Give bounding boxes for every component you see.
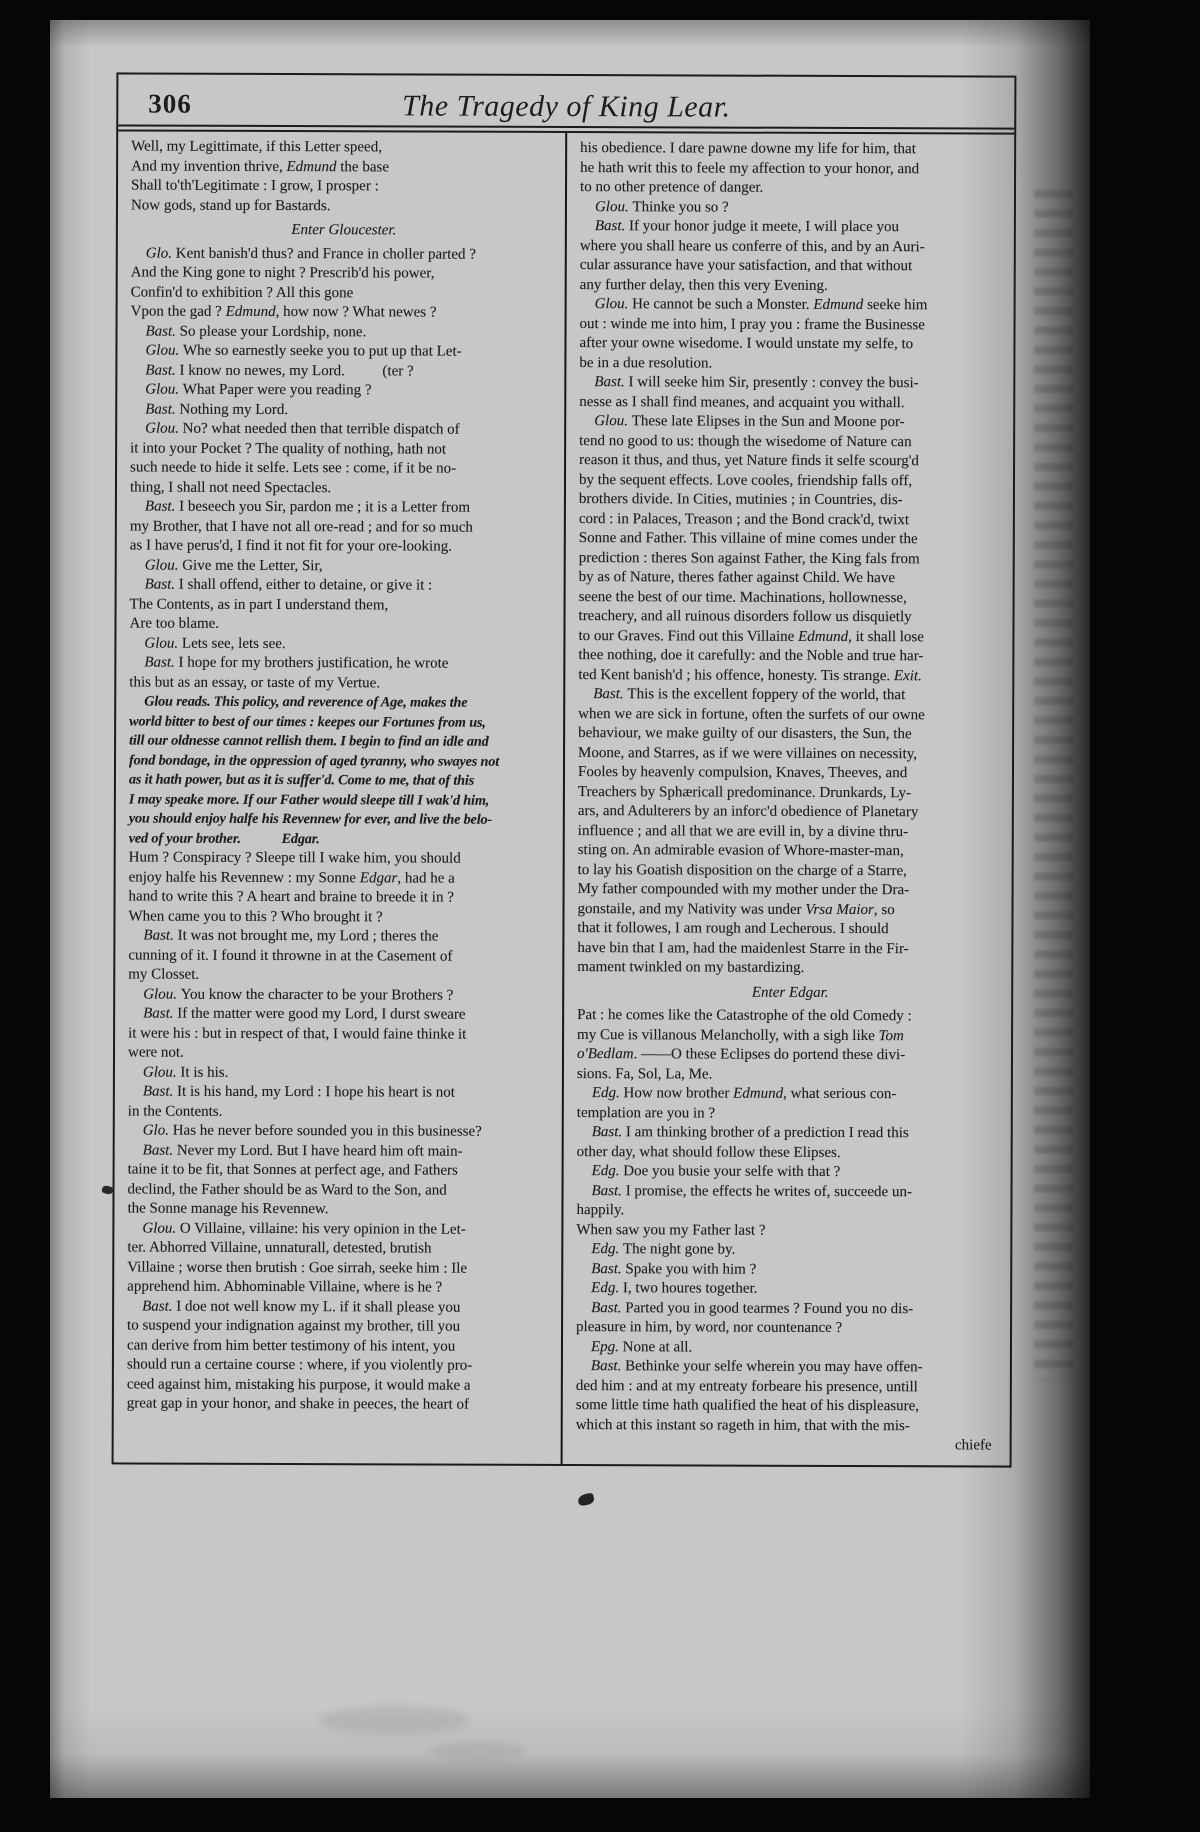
text-line: ded him : and at my entreaty forbeare his presence, untill — [575, 1377, 918, 1395]
text-line: to no other pretence of danger. — [580, 179, 764, 196]
speaker-prefix: Bast. — [144, 498, 176, 515]
text-line: ceed against him, mistaking his purpose, it would make a — [126, 1375, 471, 1394]
text-line: sions. Fa, Sol, La, Me. — [576, 1065, 713, 1083]
text-line: Bast. This is the excellent foppery of the world, that — [593, 686, 906, 704]
speaker-prefix: Bast. — [143, 927, 174, 944]
speaker-prefix: Glou. — [142, 1220, 177, 1237]
text-line: Bast. I promise, the effects he writes of, succeede un- — [591, 1182, 913, 1200]
text-line: treachery, and all ruinous disorders follow us disquietly — [578, 608, 912, 626]
book-page-scan — [50, 20, 1090, 1798]
speaker-prefix: Glou. — [145, 420, 179, 437]
text-line: o'Bedlam. ——O these Eclipses do portend these divi- — [576, 1046, 906, 1064]
page-number: 306 — [148, 88, 192, 119]
text-line: Bast. Never my Lord. But I have heard him oft main- — [142, 1142, 463, 1160]
right-column — [563, 133, 1015, 1466]
text-line: fond bondage, in the oppression of aged tyranny, who swayes not — [129, 751, 500, 770]
speaker-prefix: Glou. — [143, 986, 177, 1003]
speaker-prefix: Glou. — [594, 296, 629, 313]
speaker-prefix: Glou reads. — [144, 693, 211, 710]
speech-block — [577, 1162, 1003, 1183]
speaker-prefix: Glou. — [594, 198, 629, 215]
speaker-prefix: Bast. — [142, 1298, 173, 1315]
text-line: brothers divide. In Cities, mutinies ; in Countries, dis- — [578, 491, 903, 509]
text-columns — [114, 131, 1015, 1465]
text-line: ars, and Adulterers by an inforc'd obedience of Planetary — [577, 803, 919, 821]
text-line: Bast. Spake you with him ? — [591, 1260, 757, 1278]
running-title: The Tragedy of King Lear. — [402, 89, 731, 124]
text-line: Glo. Has he never before sounded you in this businesse? — [142, 1122, 482, 1140]
text-line: thing, I shall not need Spectacles. — [129, 478, 332, 496]
text-line: to suspend your indignation against my brother, till you — [127, 1317, 461, 1335]
text-line: nesse as I shall find meanes, and acquaint you withall. — [579, 393, 905, 411]
text-line: Glou. Give me the Letter, Sir, — [144, 557, 323, 574]
text-line: in the Contents. — [127, 1102, 223, 1120]
text-line: be in a due resolution. — [579, 354, 713, 372]
text-line: to lay his Goatish disposition on the charge of a Starre, — [577, 861, 907, 879]
text-line: pleasure in him, by word, nor countenance ? — [576, 1319, 843, 1336]
text-line: that it followes, I am rough and Lecherous. I should — [577, 920, 889, 938]
speech-block — [131, 244, 557, 323]
text-line: chiefe — [954, 1437, 992, 1454]
text-line: sting on. An admirable evasion of Whore-master-man, — [577, 842, 904, 860]
speech-block — [128, 1121, 554, 1142]
speech-block — [129, 575, 555, 635]
text-line: Edg. How now brother Edmund, what serious con- — [591, 1085, 897, 1103]
text-line: cular assurance have your satisfaction, and that without — [579, 257, 913, 275]
text-line: Bast. Parted you in good tearmes ? Found you no dis- — [591, 1299, 914, 1317]
text-line: gonstaile, and my Nativity was under Vrsa Maior, so — [577, 900, 895, 918]
text-line: Bast. Nothing my Lord. — [145, 401, 289, 418]
speaker-prefix: Edg. — [591, 1163, 620, 1180]
page-header — [118, 74, 1014, 127]
speech-block — [130, 400, 556, 421]
text-line: Glou. No? what needed then that terrible dispatch of — [145, 420, 460, 438]
speaker-prefix: Bast. — [145, 323, 176, 340]
text-line: he hath writ this to feele my affection to your honor, and — [580, 159, 920, 177]
text-line: my Closset. — [128, 966, 200, 983]
text-line: where you shall heare us conferre of this, and by an Auri- — [579, 237, 925, 255]
speaker-prefix: Bast. — [594, 218, 626, 235]
text-line: Sonne and Father. This villaine of mine comes under the — [578, 530, 918, 548]
speech-block — [130, 556, 556, 577]
text-line: great gap in your honor, and shake in peeces, the heart of — [126, 1395, 469, 1413]
speaker-prefix: Edg. — [591, 1241, 620, 1258]
speech-block — [127, 1141, 553, 1220]
speech-block — [579, 373, 1005, 413]
left-column — [114, 131, 566, 1464]
speech-block — [128, 985, 554, 1006]
speech-block — [577, 1123, 1003, 1163]
text-line: it were his : but in respect of that, I would faine thinke it — [128, 1024, 467, 1043]
text-line: Glou. What Paper were you reading ? — [145, 381, 372, 399]
text-line: the Sonne manage his Revennew. — [127, 1200, 329, 1218]
text-line: Pat : he comes like the Catastrophe of the old Comedy : — [577, 1007, 912, 1025]
text-line: have bin that I am, had the maidenlest Starre in the Fir- — [577, 939, 909, 957]
speech-block — [576, 1260, 1002, 1281]
text-line: when we are sick in fortune, often the surfets of our owne — [578, 705, 925, 723]
text-line: cord : in Palaces, Treason ; and the Bond crack'd, twixt — [578, 510, 910, 528]
speaker-prefix: Glo. — [142, 1122, 170, 1139]
text-line: Epg. None at all. — [590, 1338, 693, 1355]
text-line: Bast. So please your Lordship, none. — [145, 323, 367, 340]
text-line: his obedience. I dare pawne downe my life for him, that — [580, 140, 916, 158]
stage-direction — [131, 220, 557, 241]
text-line: to our Graves. Find out this Villaine Edmund, it shall lose — [578, 627, 924, 645]
speech-block — [130, 341, 556, 362]
speaker-prefix: Edg. — [591, 1280, 620, 1297]
speech-block — [127, 1297, 553, 1415]
speaker-prefix: Bast. — [590, 1358, 622, 1375]
speaker-prefix: Bast. — [144, 576, 176, 593]
text-line: declind, the Father should be as Ward to the Son, and — [127, 1180, 447, 1199]
speech-block — [128, 1082, 554, 1122]
text-line: Bast. Bethinke your selfe wherein you may have offen- — [590, 1358, 923, 1376]
text-line: I may speake more. If our Father would sleepe till I wak'd him, — [128, 790, 490, 809]
speaker-prefix: Bast. — [591, 1124, 623, 1141]
speech-block — [577, 1084, 1003, 1124]
text-line: Bast. I doe not well know my L. if it shall please you — [142, 1298, 461, 1316]
speech-block — [128, 1004, 554, 1064]
speech-block — [576, 1240, 1002, 1261]
text-line: can derive from him better testimony of his intent, you — [126, 1336, 456, 1355]
speech-block — [129, 653, 555, 693]
speaker-prefix: Glou. — [144, 557, 179, 574]
text-line: Edg. Doe you busie your selfe with that ? — [591, 1163, 841, 1180]
ink-smudge — [430, 1742, 525, 1760]
speaker-prefix: Bast. — [591, 1182, 622, 1199]
speech-block — [576, 1338, 1002, 1359]
speaker-prefix: Bast. — [593, 686, 624, 703]
speaker-prefix: Glou. — [145, 381, 180, 398]
text-line: Glo. Kent banish'd thus? and France in choller parted ? — [145, 245, 476, 263]
speech-block — [576, 1279, 1002, 1300]
speech-block — [579, 295, 1005, 374]
speaker-prefix: Glou. — [145, 342, 180, 359]
text-line: prediction : theres Son against Father, the King fals from — [578, 549, 920, 567]
text-line: other day, what should follow these Elipses. — [576, 1143, 841, 1161]
text-line: behaviour, we make guilty of our disasters, the Sun, the — [578, 725, 912, 743]
speaker-prefix: Glou. — [594, 413, 628, 430]
text-line: Glou. He cannot be such a Monster. Edmund seeke him — [594, 296, 928, 314]
verse-block — [131, 137, 557, 216]
speech-block — [128, 926, 554, 986]
speaker-prefix: Bast. — [591, 1260, 622, 1277]
page-bleed-through — [1034, 190, 1074, 1380]
verse-block — [577, 1006, 1003, 1085]
text-line: Bast. I am thinking brother of a prediction I read this — [591, 1124, 909, 1142]
stage-direction — [577, 983, 1003, 1004]
text-line: should run a certaine course : where, if you violently pro- — [126, 1356, 473, 1374]
text-line: after your owne wisedome. I would unstate my selfe, to — [579, 335, 914, 353]
text-line: any further delay, then this very Evening. — [579, 276, 828, 294]
text-line: Glou. O Villaine, villaine: his very opinion in the Let- — [142, 1220, 466, 1238]
speech-block — [576, 1299, 1002, 1339]
text-line: apprehend him. Abhominable Villaine, where is he ? — [127, 1278, 443, 1296]
letter-text — [129, 692, 556, 849]
text-line: till our oldnesse cannot rellish them. I begin to find an idle and — [129, 732, 489, 750]
speaker-prefix: Glou. — [142, 1064, 177, 1081]
speaker-prefix: Bast. — [594, 374, 625, 391]
speech-block — [578, 412, 1005, 686]
speaker-prefix: Bast. — [142, 1083, 174, 1100]
speech-block — [130, 380, 556, 401]
speech-block — [130, 322, 556, 343]
text-line: Bast. I know no newes, my Lord. (ter ? — [145, 362, 414, 379]
text-line: My father compounded with my mother under the Dra- — [577, 881, 910, 899]
text-line: such neede to hide it selfe. Lets see : come, if it be no- — [130, 459, 457, 477]
speech-block — [577, 685, 1004, 979]
text-line: Hum ? Conspiracy ? Sleepe till I wake him, you should — [128, 849, 461, 867]
speech-block — [576, 1357, 1002, 1436]
text-line: Confin'd to exhibition ? All this gone — [130, 283, 354, 301]
text-line: enjoy halfe his Revennew : my Sonne Edgar, had he a — [128, 868, 455, 887]
text-line: Enter Gloucester. — [291, 222, 397, 239]
speech-block — [130, 497, 556, 557]
verse-block — [580, 139, 1006, 199]
text-line: by the sequent effects. Love cooles, friendship falls off, — [578, 471, 913, 489]
text-line: ted Kent banish'd ; his offence, honesty. Tis strange. Exit. — [578, 666, 922, 684]
speaker-prefix: Bast. — [145, 401, 176, 418]
text-line: happily. — [576, 1202, 625, 1219]
text-line: mament twinkled on my bastardizing. — [577, 959, 805, 976]
text-frame — [112, 72, 1017, 1467]
ink-smudge — [320, 1706, 470, 1734]
text-line: were not. — [127, 1044, 184, 1061]
text-line: Edg. I, two houres together. — [591, 1280, 758, 1297]
text-line: Well, my Legittimate, if this Letter speed, — [131, 138, 383, 156]
speech-block — [580, 217, 1006, 296]
catchword — [576, 1435, 1002, 1456]
text-line: it into your Pocket ? The quality of nothing, hath not — [130, 439, 447, 458]
text-line: Bast. I shall offend, either to detaine, or give it : — [144, 576, 433, 594]
text-line: Bast. I hope for my brothers justification, he wrote — [144, 654, 449, 672]
text-line: hand to write this ? A heart and braine to breede it in ? — [128, 888, 454, 906]
text-line: Glou. Lets see, lets see. — [144, 635, 286, 652]
text-line: Moone, and Starres, as if we were villaines on necessity, — [578, 744, 918, 762]
text-line: Glou. You know the character to be your Brothers ? — [143, 986, 454, 1004]
text-line: And the King gone to night ? Prescrib'd his power, — [130, 264, 435, 282]
text-line: Treachers by Sphæricall predominance. Drunkards, Ly- — [577, 783, 912, 801]
text-line: Enter Edgar. — [751, 984, 829, 1001]
text-line: When saw you my Father last ? — [576, 1221, 766, 1239]
text-line: Villaine ; worse then brutish : Goe sirrah, seeke him : Ile — [127, 1258, 468, 1277]
text-line: by as of Nature, theres father against Child. We have — [578, 569, 896, 587]
speaker-prefix: Bast. — [144, 654, 175, 671]
text-line: you should enjoy halfe his Revennew for ever, and live the belo- — [128, 810, 493, 828]
text-line: Glou reads. This policy, and reverence of Age, makes the — [144, 693, 468, 711]
speech-block — [576, 1182, 1002, 1222]
text-line: Glou. It is his. — [142, 1064, 229, 1081]
text-line: seene the best of our time. Machinations, hollownesse, — [578, 588, 907, 606]
text-line: Edg. The night gone by. — [591, 1241, 736, 1258]
text-line: ved of your brother. Edgar. — [128, 829, 320, 847]
text-line: tend no good to us: though the wisedome of Nature can — [579, 432, 912, 450]
text-line: as it hath power, but as it is suffer'd. Come to me, that of this — [128, 771, 475, 789]
text-line: out : winde me into him, I pray you : frame the Businesse — [579, 315, 925, 333]
speech-block — [580, 198, 1006, 219]
text-line: some little time hath qualified the heat of his displeasure, — [575, 1397, 920, 1415]
text-line: as I have perus'd, I find it not fit for your ore-looking. — [129, 537, 453, 555]
speaker-prefix: Bast. — [145, 362, 176, 379]
ink-speck — [577, 1492, 595, 1506]
text-line: Glou. Thinke you so ? — [594, 198, 729, 216]
verse-block — [576, 1221, 1002, 1242]
speech-block — [127, 1219, 553, 1298]
speaker-prefix: Glou. — [144, 635, 179, 652]
text-line: Glou. These late Elipses in the Sun and Moone por- — [594, 413, 905, 431]
text-line: influence ; and all that we are evill in, by a divine thru- — [577, 822, 909, 840]
text-line: Now gods, stand up for Bastards. — [130, 196, 331, 214]
text-line: Bast. It was not brought me, my Lord ; theres the — [143, 927, 439, 945]
text-line: thee nothing, doe it carefully: and the Noble and true har- — [578, 647, 924, 665]
text-line: Glou. Whe so earnestly seeke you to put up that Let- — [145, 342, 462, 360]
text-line: Fooles by heavenly compulsion, Knaves, Theeves, and — [577, 764, 908, 782]
text-line: templation are you in ? — [576, 1104, 716, 1122]
text-line: Shall to'th'Legitimate : I grow, I prosper : — [131, 177, 379, 195]
text-line: this but as an essay, or taste of my Vertue. — [129, 673, 381, 691]
speech-block — [128, 1063, 554, 1084]
text-line: Bast. I will seeke him Sir, presently : convey the busi- — [594, 374, 919, 392]
text-line: Vpon the gad ? Edmund, how now ? What newes ? — [130, 303, 437, 321]
text-line: The Contents, as in part I understand them, — [129, 595, 389, 613]
text-line: Bast. It is his hand, my Lord : I hope his heart is not — [142, 1083, 455, 1101]
text-line: cunning of it. I found it throwne in at the Casement of — [128, 946, 453, 965]
text-line: my Cue is villanous Melancholly, with a sigh like Tom — [577, 1026, 904, 1044]
text-line: my Brother, that I have not all ore-read ; and for so much — [129, 517, 473, 536]
speech-block — [129, 634, 555, 655]
text-line: Bast. If your honor judge it meete, I will place you — [594, 218, 900, 236]
speaker-prefix: Epg. — [590, 1338, 619, 1355]
speaker-prefix: Glo. — [145, 245, 173, 262]
speaker-prefix: Bast. — [591, 1299, 622, 1316]
text-line: world bitter to best of our times : keepes our Fortunes from us, — [129, 712, 486, 731]
text-line: ter. Abhorred Villaine, unnaturall, detested, brutish — [127, 1239, 432, 1257]
speaker-prefix: Edg. — [591, 1085, 620, 1102]
text-line: taine it to be fit, that Sonnes at perfect age, and Fathers — [127, 1161, 458, 1179]
verse-block — [128, 848, 554, 927]
text-line: Bast. If the matter were good my Lord, I durst sweare — [143, 1005, 466, 1023]
text-line: When came you to this ? Who brought it ? — [128, 907, 383, 925]
text-line: reason it thus, and thus, yet Nature finds it selfe scourg'd — [579, 452, 919, 470]
speaker-prefix: Bast. — [142, 1142, 174, 1159]
speech-block — [130, 361, 556, 382]
text-line: Are too blame. — [129, 615, 220, 632]
speaker-prefix: Bast. — [143, 1005, 174, 1022]
text-line: which at this instant so rageth in him, that with the mis- — [575, 1416, 910, 1434]
speech-block — [130, 419, 556, 498]
text-line: And my invention thrive, Edmund the base — [131, 157, 390, 175]
text-line: Bast. I beseech you Sir, pardon me ; it is a Letter from — [144, 498, 471, 516]
